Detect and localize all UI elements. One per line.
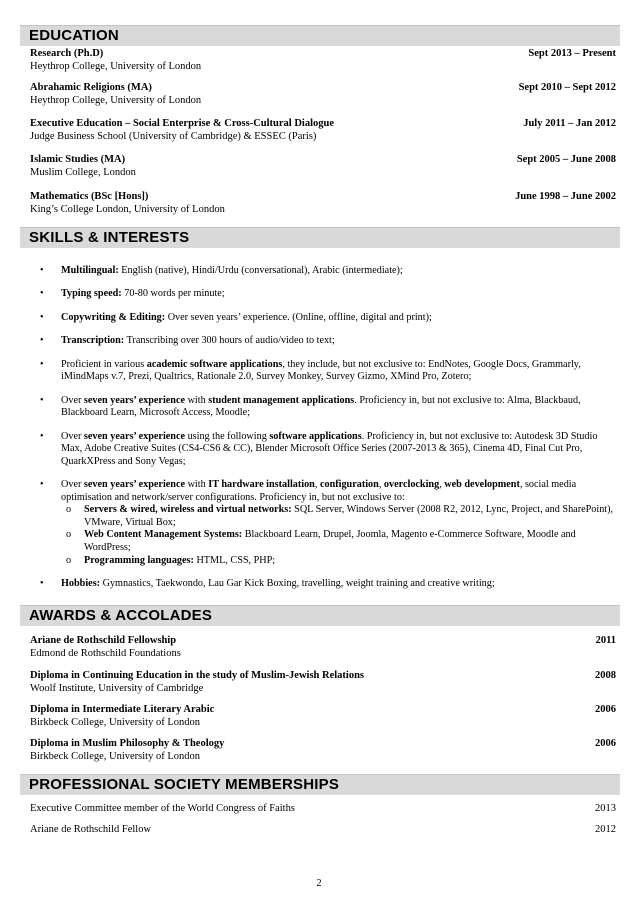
skill-text: . Proficiency in, but not exclusive to: Alma, Blackbaud, Blackboard Learn, Microsoft Access, Moodle; — [61, 394, 581, 419]
skill-emphasis: seven years’ experience — [83, 394, 186, 406]
skill-text: Proficient in various — [61, 358, 147, 370]
bullet-icon: • — [40, 430, 44, 442]
award-title: Diploma in Continuing Education in the study of Muslim-Jewish Relations — [30, 670, 365, 681]
skill-text: Over — [61, 430, 84, 442]
degree-title: Executive Education – Social Enterprise & Cross-Cultural Dialogue — [30, 118, 335, 129]
date-range: Sept 2013 – Present — [528, 48, 616, 59]
sub-skill-text: SQL Server, Windows Server (2008 R2, 2012, Lync, Project, and SharePoint), VMware, Virtual Box; — [84, 504, 614, 528]
degree-title: Mathematics (BSc [Hons]) — [30, 191, 149, 202]
sub-skill-label: Servers & wired, wireless and virtual networks: — [84, 504, 292, 516]
awards-section-header — [20, 605, 620, 626]
skill-text: Over — [61, 479, 84, 491]
page-number: 2 — [316, 878, 322, 889]
list-item — [24, 578, 614, 591]
awards-heading: AWARDS & ACCOLADES — [29, 607, 213, 624]
degree-title: Islamic Studies (MA) — [30, 154, 126, 165]
list-item — [24, 359, 614, 384]
skill-text: , social media optimisation and network/server configurations. Proficiency in, but not exclusive to: — [61, 479, 577, 503]
skill-emphasis: IT hardware installation — [208, 479, 315, 491]
skills-heading: SKILLS & INTERESTS — [29, 229, 190, 246]
institution: Heythrop College, University of London — [30, 95, 202, 107]
membership-text: Ariane de Rothschild Fellow — [30, 824, 152, 835]
sub-list-item — [61, 529, 614, 554]
skill-text: Over — [61, 394, 84, 406]
award-year: 2006 — [595, 738, 616, 749]
list-item — [24, 288, 614, 301]
bullet-icon: • — [40, 578, 44, 590]
award-entry — [30, 737, 616, 764]
degree-title: Abrahamic Religions (MA) — [30, 82, 152, 93]
skill-emphasis: academic software applications — [146, 358, 283, 370]
membership-entry — [30, 823, 616, 836]
bullet-icon: • — [40, 311, 44, 323]
skill-text: , — [439, 479, 445, 491]
skill-label: Copywriting & Editing: — [61, 311, 166, 323]
bullet-icon: • — [40, 394, 44, 406]
date-range: June 1998 – June 2002 — [515, 191, 616, 202]
skill-emphasis: configuration — [319, 479, 379, 491]
date-range: Sept 2005 – June 2008 — [516, 154, 616, 165]
skill-text: English (native), Hindi/Urdu (conversational), Arabic (intermediate); — [118, 265, 403, 276]
skill-label: Transcription: — [61, 335, 125, 347]
skill-text: , — [378, 479, 384, 491]
institution: Judge Business School (University of Cambridge) & ESSEC (Paris) — [30, 131, 317, 143]
skill-emphasis: web development — [444, 479, 520, 491]
skill-text: Gymnastics, Taekwondo, Lau Gar Kick Boxing, travelling, weight training and creative writing; — [100, 578, 495, 590]
skill-emphasis: software applications — [269, 430, 362, 442]
award-year: 2006 — [595, 704, 616, 715]
skill-emphasis: student management applications — [208, 394, 355, 406]
membership-text: Executive Committee member of the World Congress of Faiths — [30, 803, 295, 814]
membership-year: 2013 — [595, 803, 616, 814]
skills-list — [24, 265, 614, 601]
institution: Muslim College, London — [30, 167, 136, 179]
sub-list-item — [61, 504, 614, 529]
award-organisation: Birkbeck College, University of London — [30, 751, 201, 763]
education-entry — [30, 47, 616, 74]
skill-text: with — [185, 479, 209, 491]
list-item — [24, 395, 614, 420]
education-heading: EDUCATION — [29, 27, 119, 44]
membership-entry — [30, 802, 616, 815]
sub-skill-label: Web Content Management Systems: — [84, 529, 243, 541]
list-item — [24, 431, 614, 469]
award-title: Diploma in Muslim Philosophy & Theology — [30, 738, 225, 749]
award-title: Ariane de Rothschild Fellowship — [30, 635, 177, 646]
award-year: 2011 — [595, 635, 616, 646]
award-title: Diploma in Intermediate Literary Arabic — [30, 704, 215, 715]
skill-emphasis: seven years’ experience — [83, 479, 186, 491]
memberships-heading: PROFESSIONAL SOCIETY MEMBERSHIPS — [29, 776, 340, 793]
date-range: July 2011 – Jan 2012 — [523, 118, 616, 129]
award-organisation: Edmond de Rothschild Foundations — [30, 648, 181, 660]
skill-label: Typing speed: — [61, 288, 122, 300]
list-item — [24, 479, 614, 567]
award-organisation: Woolf Institute, University of Cambridge — [30, 683, 204, 695]
sub-list — [61, 504, 614, 567]
education-entry — [30, 153, 616, 180]
education-entry — [30, 81, 616, 108]
list-item — [24, 265, 614, 278]
date-range: Sept 2010 – Sept 2012 — [518, 82, 616, 93]
bullet-icon: • — [40, 288, 44, 300]
institution: King’s College London, University of London — [30, 204, 225, 216]
bullet-icon: • — [40, 335, 44, 347]
skill-text: 70-80 words per minute; — [121, 288, 225, 300]
institution: Heythrop College, University of London — [30, 61, 202, 73]
skill-text: Over seven years’ experience. (Online, offline, digital and print); — [165, 311, 432, 323]
skill-text: using the following — [185, 430, 270, 442]
award-entry — [30, 703, 616, 730]
education-section-header — [20, 25, 620, 46]
education-entry — [30, 190, 616, 217]
list-item — [24, 312, 614, 325]
circle-bullet-icon: o — [66, 554, 72, 566]
skill-label: Hobbies: — [61, 578, 101, 590]
skill-emphasis: overclocking — [383, 479, 440, 491]
education-entry — [30, 117, 616, 144]
bullet-icon: • — [40, 358, 44, 370]
sub-skill-text: HTML, CSS, PHP; — [193, 554, 276, 566]
award-organisation: Birkbeck College, University of London — [30, 717, 201, 729]
sub-skill-label: Programming languages: — [84, 554, 194, 566]
list-item — [24, 335, 614, 348]
skill-text: , they include, but not exclusive to: EndNotes, Google Docs, Grammarly, iMindMaps v.7, Prezi, Qualtrics, Rationale 2.0, Survey Monkey, Survey Gizmo, XMind Pro, Zotero; — [61, 358, 581, 383]
award-year: 2008 — [595, 670, 616, 681]
bullet-icon: • — [40, 479, 44, 491]
memberships-section-header — [20, 774, 620, 795]
skill-text: , — [314, 479, 320, 491]
award-entry — [30, 634, 616, 661]
degree-title: Research (Ph.D) — [30, 48, 104, 59]
skill-emphasis: seven years’ experience — [83, 430, 186, 442]
award-entry — [30, 669, 616, 696]
skill-text: with — [185, 394, 209, 406]
skill-text: . Proficiency in, but not exclusive to: Autodesk 3D Studio Max, Adobe Creative Suites (CS4-CS6 & CC), Blender Microsoft Office Series (2007-2013 & 365), Cinema 4D, Final Cut Pro, QuarkXPress and Sony Vegas; — [61, 430, 598, 467]
bullet-icon: • — [40, 265, 44, 276]
sub-list-item — [61, 555, 614, 568]
skill-text: Transcribing over 300 hours of audio/video to text; — [124, 335, 335, 347]
sub-skill-text: Blackboard Learn, Drupel, Joomla, Magento e-Commerce Software, Moodle and WordPress; — [84, 529, 576, 554]
membership-year: 2012 — [595, 824, 616, 835]
circle-bullet-icon: o — [66, 504, 72, 516]
skills-section-header — [20, 227, 620, 248]
skill-label: Multilingual: — [61, 265, 119, 276]
circle-bullet-icon: o — [66, 529, 72, 541]
